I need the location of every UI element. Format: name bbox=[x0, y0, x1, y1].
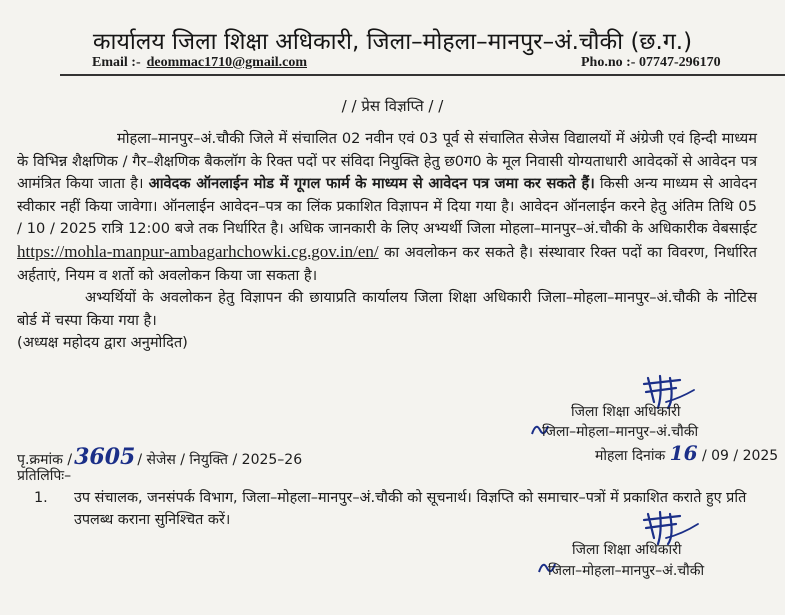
reference-suffix: / सेजेस / नियुक्ति / 2025–26 bbox=[137, 452, 303, 468]
reference-number-handwritten: 3605 bbox=[74, 444, 136, 470]
paragraph-notice: अभ्यर्थियों के अवलोकन हेतु विज्ञापन की छायाप्रति कार्यालय जिला शिक्षा अधिकारी जिला–मोहला–मानपुर–अं.चौकी के नोटिस बोर्ड में चस्पा किया गया है। bbox=[17, 289, 757, 329]
signatory-title: जिला शिक्षा अधिकारी bbox=[571, 404, 681, 420]
date-day-handwritten: 16 bbox=[669, 441, 698, 465]
signature-block-2-title: जिला शिक्षा अधिकारी bbox=[572, 542, 682, 558]
paragraph-part-d: का अवलोकन कर सकते है। संस्थावार रिक्त पदों का विवरण, निर्धारित अर्हताएं, नियम व शर्तो को अवलोकन किया जा सकता है। bbox=[17, 243, 758, 284]
phone-line bbox=[581, 55, 721, 71]
date-label: मोहला दिनांक bbox=[595, 448, 666, 464]
approval-note: (अध्यक्ष महोदय द्वारा अनुमोदित) bbox=[17, 334, 188, 352]
paragraph-part-a: मोहला–मानपुर–अं.चौकी जिले में संचालित 02 नवीन एवं 03 पूर्व से संचालित सेजेस विद्यालयों में अंग्रेजी एवं हिन्दी माध्यम के विभिन्न शैक्षणिक / गैर–शैक्षणिक बैकलॉग के रिक्त पदों पर संविदा नियुक्ति हेतु छ0ग0 के मूल निवासी योग्यताधारी आवेदकों से आवेदन पत्र आमंत्रित किया जाता है। bbox=[17, 130, 757, 193]
press-release-body bbox=[17, 128, 757, 355]
email-label: Email :- bbox=[92, 55, 141, 70]
office-title: कार्यालय जिला शिक्षा अधिकारी, जिला–मोहला–मानपुर–अं.चौकी (छ.ग.) bbox=[92, 29, 693, 55]
paragraph-part-c: किसी अन्य माध्यम से आवेदन स्वीकार नहीं किया जावेगा। ऑनलाईन आवेदन–पत्र का लिंक प्रकाशित विज्ञापन में दिया गया है। आवेदन ऑनलाईन करने हेतु अंतिम तिथि 05 / 10 / 2025 रात्रि 12:00 बजे तक निर्धारित है। अधिक जानकारी के लिए अभ्यर्थी जिला मोहला–मानपुर–अं.चौकी के अधिकारीक वेबसाईट bbox=[17, 175, 757, 238]
paragraph-main bbox=[17, 128, 757, 287]
signatory-district: जिला–मोहला–मानपुर–अं.चौकी bbox=[542, 424, 699, 440]
copy-to-label: प्रतिलिपिः– bbox=[17, 468, 72, 484]
phone-number: 07747-296170 bbox=[638, 55, 721, 70]
signature-block-2-district: जिला–मोहला–मानपुर–अं.चौकी bbox=[548, 563, 705, 579]
header-divider bbox=[60, 74, 785, 76]
copy-item-number: 1. bbox=[34, 490, 48, 506]
copy-item-text: उप संचालक, जनसंपर्क विभाग, जिला–मोहला–मानपुर–अं.चौकी को सूचनार्थ। विज्ञप्ति को समाचार–पत्रों में प्रकाशित कराते हुए प्रति उपलब्ध कराना सुनिश्चित करें। bbox=[74, 490, 747, 528]
email-address: deommac1710@gmail.com bbox=[146, 55, 307, 70]
website-link[interactable]: https://mohla-manpur-ambagarhchowki.cg.gov.in/en/ bbox=[17, 241, 379, 261]
signature-block-1 bbox=[571, 402, 681, 421]
reference-prefix: पृ.क्रमांक / bbox=[17, 452, 73, 468]
phone-label: Pho.no :- bbox=[581, 55, 636, 70]
email-line bbox=[92, 55, 307, 71]
paragraph-part-b: आवेदक ऑनलाईन मोड में गूगल फार्म के माध्यम से आवेदन पत्र जमा कर सकते हैं। bbox=[148, 175, 595, 193]
date-rest: / 09 / 2025 bbox=[701, 448, 779, 464]
press-release-heading: / / प्रेस विज्ञप्ति / / bbox=[341, 97, 444, 115]
signature-date-line bbox=[595, 441, 778, 465]
